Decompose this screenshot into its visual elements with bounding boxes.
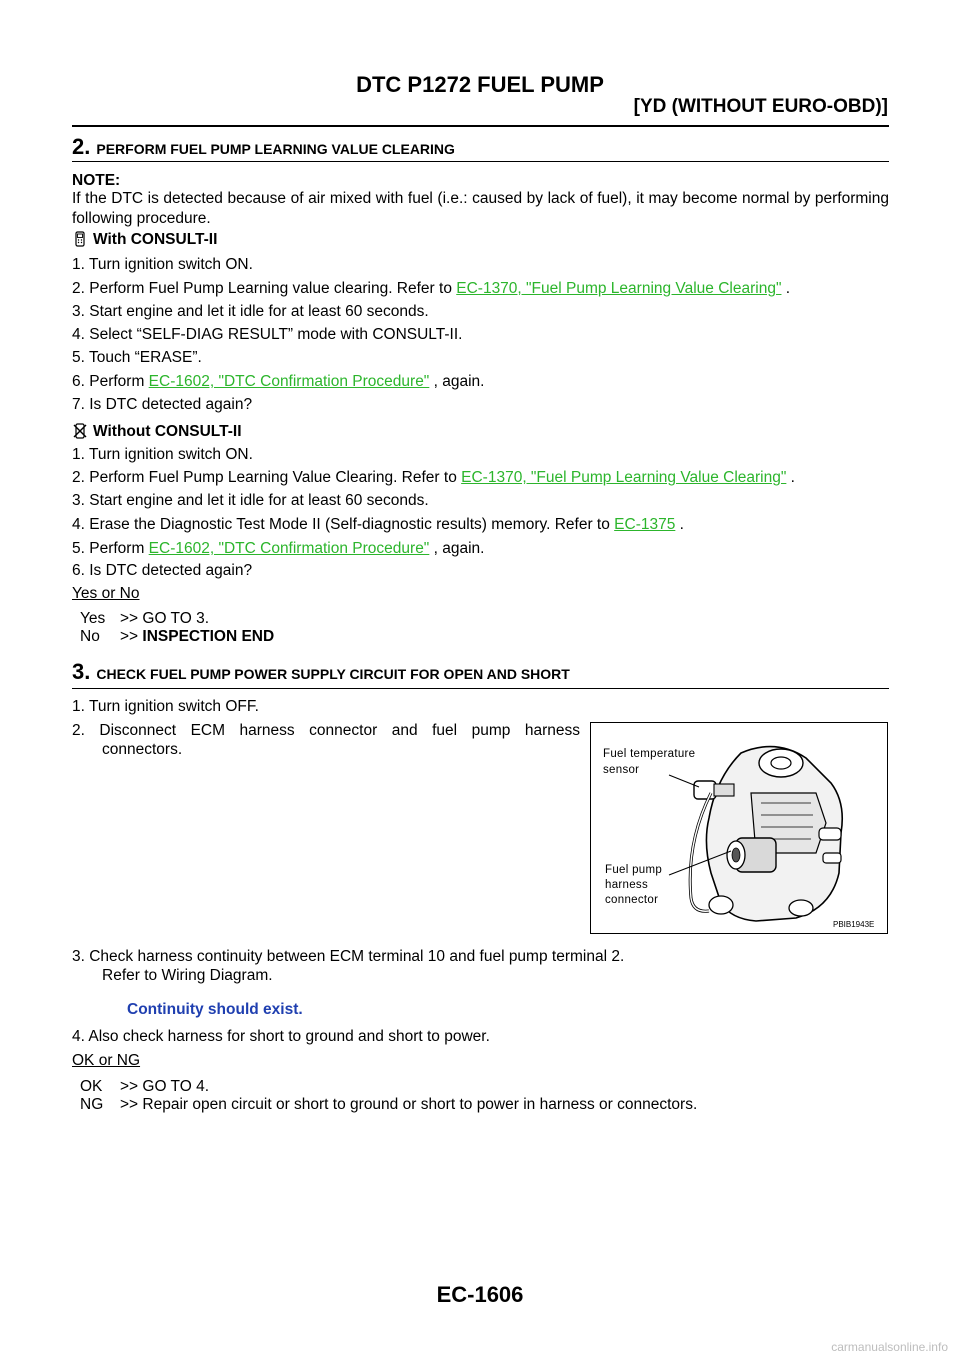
- page-number: EC-1606: [436, 1282, 524, 1307]
- list-item-text: 5. Perform: [72, 540, 149, 557]
- list-item-text: .: [781, 280, 791, 297]
- ref-link-ec1370[interactable]: EC-1370, "Fuel Pump Learning Value Clearing": [461, 469, 787, 486]
- step-3-heading: [72, 659, 889, 685]
- without-consult-heading: [72, 422, 889, 442]
- result-value: >> Repair open circuit or short to ground or short to power in harness or connectors.: [120, 1096, 698, 1113]
- spec-text: Continuity should exist.: [127, 1001, 303, 1018]
- result-value-bold: INSPECTION END: [142, 628, 275, 645]
- ref-link-ec1602[interactable]: EC-1602, "DTC Confirmation Procedure": [148, 373, 430, 390]
- list-item: 4. Also check harness for short to ground and short to power.: [72, 1028, 490, 1045]
- step-number: 2.: [72, 134, 91, 159]
- result-row: [80, 627, 274, 646]
- list-item-text: , again.: [429, 373, 485, 390]
- list-item: [72, 515, 889, 535]
- ref-link-ec1602[interactable]: EC-1602, "DTC Confirmation Procedure": [148, 540, 430, 557]
- note-text: If the DTC is detected because of air mixed with fuel (i.e.: caused by lack of fuel), it may become normal by performing following procedure.: [72, 190, 889, 227]
- result-value: >>: [120, 628, 143, 645]
- figure-code: PBIB1943E: [833, 920, 875, 929]
- figure-label-connector: harness: [605, 879, 649, 891]
- decision-question: Yes or No: [72, 585, 140, 602]
- list-item: 1. Turn ignition switch ON.: [72, 446, 253, 463]
- fuel-pump-figure: [590, 722, 888, 934]
- without-consult-label: Without CONSULT-II: [93, 423, 242, 440]
- list-item: [72, 372, 889, 392]
- ref-link-ec1370[interactable]: EC-1370, "Fuel Pump Learning Value Clearing": [456, 280, 782, 297]
- list-item: 7. Is DTC detected again?: [72, 396, 253, 413]
- list-item-text: 4. Erase the Diagnostic Test Mode II (Self-diagnostic results) memory. Refer to: [72, 516, 615, 533]
- result-key: OK: [80, 1078, 103, 1095]
- note-label: NOTE:: [72, 172, 121, 189]
- list-item: 3. Start engine and let it idle for at least 60 seconds.: [72, 492, 429, 509]
- list-item: [72, 279, 889, 299]
- list-item: [72, 468, 889, 488]
- result-key: Yes: [80, 610, 106, 627]
- step-divider: [72, 161, 889, 162]
- with-consult-label: With CONSULT-II: [93, 231, 218, 248]
- result-key: NG: [80, 1096, 104, 1113]
- list-item: 3. Check harness continuity between ECM terminal 10 and fuel pump terminal 2.: [72, 948, 625, 965]
- result-row: [80, 609, 209, 628]
- result-key: No: [80, 628, 100, 645]
- list-item: 2. Disconnect ECM harness connector and fuel pump harness: [72, 722, 580, 739]
- ref-link-ec1375[interactable]: EC-1375: [614, 516, 676, 533]
- list-item-text: .: [675, 516, 684, 533]
- list-item-text: 6. Perform: [72, 373, 149, 390]
- figure-label-sensor: sensor: [603, 764, 640, 776]
- result-value: >> GO TO 4.: [120, 1078, 210, 1095]
- step-title: PERFORM FUEL PUMP LEARNING VALUE CLEARING: [96, 141, 455, 157]
- figure-label-sensor: Fuel temperature: [603, 748, 696, 760]
- result-row: [80, 1095, 697, 1114]
- figure-label-connector: Fuel pump: [605, 864, 663, 876]
- list-item: 6. Is DTC detected again?: [72, 562, 253, 579]
- result-row: [80, 1077, 209, 1096]
- page-title: DTC P1272 FUEL PUMP: [356, 72, 604, 97]
- list-item: 4. Select “SELF-DIAG RESULT” mode with CONSULT-II.: [72, 326, 463, 343]
- list-item: Refer to Wiring Diagram.: [102, 967, 273, 984]
- decision-question: OK or NG: [72, 1052, 141, 1069]
- fuel-pump-illustration: [591, 723, 887, 933]
- consult-tool-icon: [72, 231, 88, 247]
- list-item: 5. Touch “ERASE”.: [72, 349, 202, 366]
- step-divider: [72, 688, 889, 689]
- list-item: [72, 539, 889, 559]
- step-number: 3.: [72, 659, 91, 684]
- list-item-text: , again.: [429, 540, 485, 557]
- step-2-heading: [72, 134, 889, 160]
- step-title: CHECK FUEL PUMP POWER SUPPLY CIRCUIT FOR OPEN AND SHORT: [96, 666, 570, 682]
- list-item-text: .: [786, 469, 795, 486]
- list-item: connectors.: [102, 741, 183, 758]
- header-divider: [72, 125, 889, 127]
- list-item-text: 2. Perform Fuel Pump Learning Value Clearing. Refer to: [72, 469, 462, 486]
- list-item: 3. Start engine and let it idle for at least 60 seconds.: [72, 303, 429, 320]
- list-item: 1. Turn ignition switch OFF.: [72, 698, 259, 715]
- with-consult-heading: [72, 230, 889, 250]
- list-item: 1. Turn ignition switch ON.: [72, 256, 253, 273]
- result-value: >> GO TO 3.: [120, 610, 210, 627]
- figure-label-connector: connector: [605, 894, 659, 906]
- watermark: carmanualsonline.info: [831, 1340, 948, 1354]
- list-item-text: 2. Perform Fuel Pump Learning value clearing. Refer to: [72, 280, 457, 297]
- no-consult-tool-icon: [72, 423, 88, 439]
- page-subtitle: [YD (WITHOUT EURO-OBD)]: [633, 96, 888, 117]
